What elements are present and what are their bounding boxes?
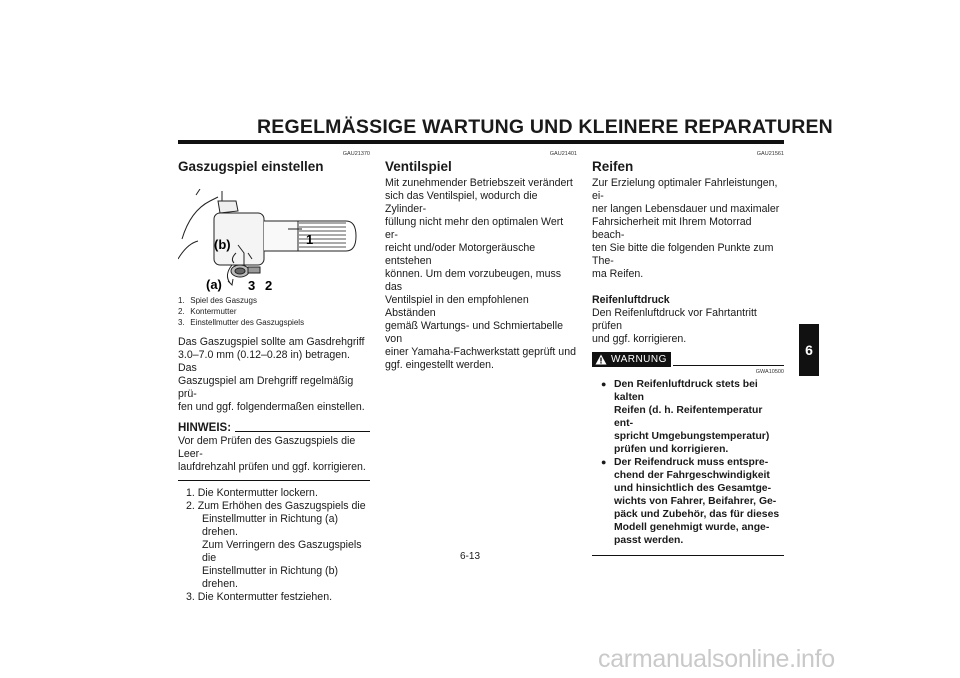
step-line: 1. Die Kontermutter lockern. <box>186 487 318 499</box>
warning-line: Den Reifenluftdruck stets bei kalten <box>614 379 758 403</box>
caption-number: 1. <box>178 296 185 305</box>
body-line: gemäß Wartungs- und Schmiertabelle von <box>385 320 564 345</box>
warning-line: Reifen (d. h. Reifentemperatur ent- <box>614 405 763 429</box>
section-code: GAU21561 <box>756 151 784 157</box>
note-line: laufdrehzahl prüfen und ggf. korrigieren. <box>178 461 366 473</box>
paragraph-line: Gaszugspiel am Drehgriff regelmäßig prü- <box>178 375 354 400</box>
note-rule <box>235 431 370 432</box>
throttle-illustration <box>178 189 370 293</box>
step-item <box>178 591 370 604</box>
figure-label-b: (b) <box>214 237 231 252</box>
body-line: reicht und/oder Motorgeräusche entstehen <box>385 242 536 267</box>
body-line: ten Sie bitte die folgenden Punkte zum The- <box>592 242 774 267</box>
section-heading: Gaszugspiel einstellen <box>178 159 324 174</box>
body-line: ggf. eingestellt werden. <box>385 359 494 371</box>
header-rule <box>178 140 784 144</box>
section-heading: Reifen <box>592 159 634 174</box>
warning-header <box>592 352 784 367</box>
warning-line: päck und Zubehör, das für dieses <box>614 509 780 520</box>
body-line: einer Yamaha-Fachwerkstatt geprüft und <box>385 346 576 358</box>
chapter-tab: 6 <box>799 324 819 376</box>
section-code: GAU21370 <box>342 151 370 157</box>
body-line: ner langen Lebensdauer und maximaler <box>592 203 780 215</box>
caption-text: Einstellmutter des Gaszugspiels <box>190 318 305 327</box>
figure-label-a: (a) <box>206 277 222 292</box>
caption-number: 3. <box>178 318 185 327</box>
figure-label-3: 3 <box>248 278 256 293</box>
right-column <box>592 150 784 556</box>
warning-badge <box>592 352 671 367</box>
page-header-title: REGELMÄSSIGE WARTUNG UND KLEINERE REPARATUREN <box>257 116 833 138</box>
caption-item <box>178 306 370 317</box>
watermark: carmanualsonline.info <box>598 645 835 673</box>
adjustment-steps <box>178 487 370 604</box>
warning-line: Der Reifendruck muss entspre- <box>614 457 769 468</box>
warning-line: spricht Umgebungstemperatur) <box>614 431 770 442</box>
figure-captions <box>178 295 370 328</box>
warning-rule <box>673 365 784 366</box>
step-item <box>178 500 370 591</box>
body-line: Ventilspiel in den empfohlenen Abständen <box>385 294 529 319</box>
step-line: Zum Verringern des Gaszugspiels die <box>202 539 362 564</box>
note-label: HINWEIS: <box>178 422 232 434</box>
warning-line: passt werden. <box>614 535 684 546</box>
caption-text: Kontermutter <box>190 307 237 316</box>
body-line: Zur Erzielung optimaler Fahrleistungen, ei- <box>592 177 778 202</box>
body-line: können. Um dem vorzubeugen, muss das <box>385 268 562 293</box>
warning-label: WARNUNG <box>611 354 667 365</box>
section-heading: Ventilspiel <box>385 159 452 174</box>
caption-item <box>178 317 370 328</box>
caption-text: Spiel des Gaszugs <box>190 296 257 305</box>
body-line: ma Reifen. <box>592 268 644 280</box>
body-line: sich das Ventilspiel, wodurch die Zylinder- <box>385 190 538 215</box>
warning-line: wichts von Fahrer, Beifahrer, Ge- <box>614 496 777 507</box>
note-box <box>178 421 370 481</box>
throttle-figure <box>178 189 370 293</box>
step-item <box>178 487 370 500</box>
warning-item <box>592 456 784 547</box>
figure-label-2: 2 <box>265 278 273 293</box>
left-column <box>178 150 370 604</box>
step-line: Einstellmutter in Richtung (b) drehen. <box>202 565 339 590</box>
body-line: füllung nicht mehr den optimalen Wert er- <box>385 216 564 241</box>
page-number: 6-13 <box>460 551 481 562</box>
body-line: Den Reifenluftdruck vor Fahrtantritt prüfen <box>592 307 757 332</box>
paragraph-line: 3.0–7.0 mm (0.12–0.28 in) betragen. Das <box>178 349 350 374</box>
body-line: Fahrsicherheit mit Ihrem Motorrad beach- <box>592 216 752 241</box>
note-line: Vor dem Prüfen des Gaszugspiels die Leer- <box>178 435 356 460</box>
warning-line: und hinsichtlich des Gesamtge- <box>614 483 772 494</box>
intro-paragraph <box>178 336 370 414</box>
step-line: 2. Zum Erhöhen des Gaszugspiels die <box>186 500 366 512</box>
figure-label-1: 1 <box>306 232 314 247</box>
step-line: 3. Die Kontermutter festziehen. <box>186 591 333 603</box>
caption-number: 2. <box>178 307 185 316</box>
warning-item <box>592 378 784 456</box>
paragraph-line: Das Gaszugspiel sollte am Gasdrehgriff <box>178 336 365 348</box>
body-line: und ggf. korrigieren. <box>592 333 687 345</box>
warning-list <box>592 378 784 556</box>
bullet-icon: ● <box>601 457 607 467</box>
caption-item <box>178 295 370 306</box>
warning-triangle-icon <box>595 354 607 365</box>
bullet-icon: ● <box>601 379 607 389</box>
warning-code: GWA10500 <box>755 369 784 375</box>
step-line: Einstellmutter in Richtung (a) drehen. <box>202 513 339 538</box>
section-code: GAU21401 <box>549 151 577 157</box>
warning-line: prüfen und korrigieren. <box>614 444 729 455</box>
warning-line: Modell genehmigt wurde, ange- <box>614 522 770 533</box>
warning-line: chend der Fahrgeschwindigkeit <box>614 470 770 481</box>
middle-column <box>385 150 577 372</box>
paragraph-line: fen und ggf. folgendermaßen einstellen. <box>178 401 365 413</box>
subsection-heading: Reifenluftdruck <box>592 294 670 306</box>
body-line: Mit zunehmender Betriebszeit verändert <box>385 177 573 189</box>
